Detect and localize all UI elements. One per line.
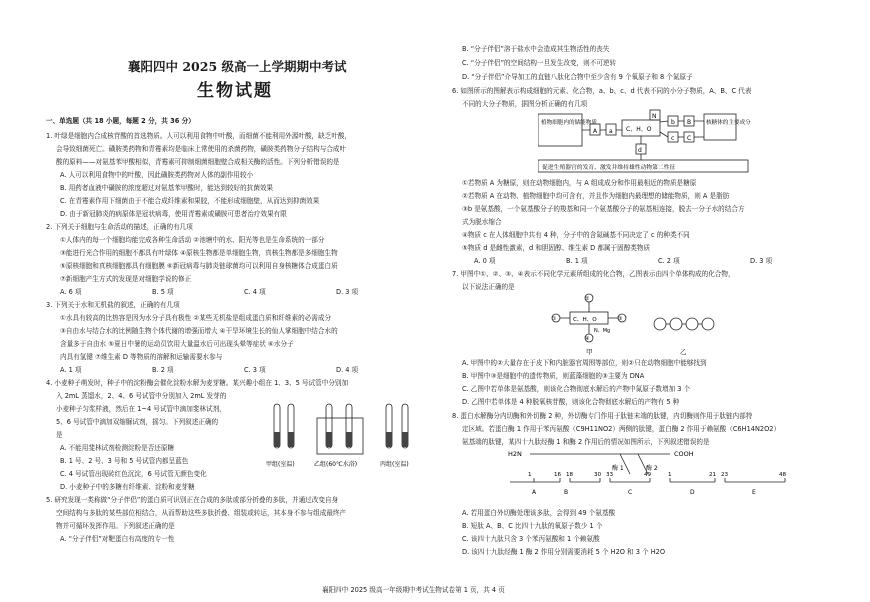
q4-stem-3: 小麦种子匀浆样液，然后在 1~4 号试管中滴加斐林试剂， — [56, 405, 226, 413]
segment-D: D — [690, 489, 695, 496]
q6-option-c: C. 2 项 — [658, 257, 680, 265]
residue-number: 23 — [721, 472, 729, 478]
tube-label-2: 乙组(60℃水浴) — [314, 461, 358, 468]
q7-option-b: B. 甲图中③是细胞中的遗传物质，则蓝藻细胞的③主要为 DNA — [462, 372, 645, 380]
q4-test-tube-figure — [262, 398, 432, 473]
q2-item-3: ⑤原核细胞和真核细胞都具有细胞膜 ⑥新冠病毒与肺炎链球菌均可以利用自身核糖体合成蛋白质 — [60, 262, 338, 270]
q4-option-b: B. 1 号、2 号、3 号和 5 号试管内都呈蓝色 — [60, 457, 189, 465]
q4-stem-4: 5、6 号试管中滴加双缩脲试剂，摇匀。下列叙述正确的 — [56, 418, 219, 426]
q4-stem-5: 是 — [56, 431, 63, 439]
q6-item-5: ⑤物质 d 是雌性激素，d 和胆固醇、维生素 D 都属于固醇类物质 — [462, 244, 651, 252]
node-elements: C、H、O — [626, 126, 652, 133]
amino-terminus: H2N — [508, 450, 522, 458]
q1-stem-1: 1. 叶绿是细胞内合成核苷酸的首选物质。人可以利用食物中叶酸，而细菌不能利用外源叶酸，缺乏叶酸， — [46, 132, 352, 140]
q3-option-b: B. 2 项 — [152, 366, 174, 374]
tube-label-3: 丙组(室温) — [380, 461, 409, 468]
q5-stem-2: 空间结构与多肽的某些部位相结合，从而帮助这些多肽折叠、组装或转运，其本身不参与组成最终产 — [56, 509, 347, 517]
node-a: a — [609, 128, 613, 135]
q8-option-d: D. 该四十九肽经酶 1 酶 2 作用分别需要消耗 5 个 H2O 和 3 个 H2O — [462, 548, 666, 556]
q4-option-c: C. 4 号试管出现砖红色沉淀，6 号试管无颜色变化 — [60, 470, 207, 478]
q1-option-b: B. 用药者血液中磺胺的浓度超过对氨基苯甲酸时，能达到较好的抗菌效果 — [60, 184, 274, 192]
q8-stem-1: 8. 蛋白水解酶分内切酶和外切酶 2 种，外切酶专门作用于肽链末端的肽键，内切酶则作用于肽链内部特 — [452, 412, 753, 420]
q2-option-c: C. 4 项 — [244, 288, 266, 296]
residue-number: 30 — [594, 472, 602, 478]
q4-option-d: D. 小麦种子中的多糖有纤维素、淀粉和麦芽糖 — [60, 483, 195, 491]
water-bath — [317, 404, 363, 454]
q7-stem-1: 7. 甲图中①、②、③、④表示不同化学元素所组成的化合物，乙图表示由四个单体构成的化合物， — [452, 270, 735, 278]
q3-stem: 3. 下列关于水和无机盐的叙述，正确的有几项 — [46, 301, 180, 309]
exam-title: 襄阳四中 2025 级高一上学期期中考试 — [128, 59, 347, 74]
q3-item-2: ③自由水与结合水的比例随生物个体代谢的增强而增大 ④干旱环境生长的仙人掌细胞中结合水的 — [60, 327, 338, 335]
diagram-storage-label: 植物细胞内的储能物质 — [541, 120, 597, 126]
figure-label-yi: 乙 — [680, 348, 687, 356]
residue-number: 49 — [644, 472, 652, 478]
q6-stem-1: 6. 如图所示的图解表示构成细胞的元素、化合物，a、b、c、d 代表不同的小分子物质，A、B、C 代表 — [452, 87, 752, 95]
compound-1: ① — [552, 316, 557, 322]
q8-stem-2: 定区域。若蛋白酶 1 作用于苯丙氨酸（C9H11NO2）两侧的肽键，蛋白酶 2 作用于赖氨酸（C6H14N2O2） — [462, 425, 781, 433]
q3-item-1: ①水具有较高的比热容是因为水分子具有极性 ②某些无机盐是组成蛋白质和纤维素的必需成分 — [60, 314, 332, 322]
center-elements: C、H、O — [573, 317, 597, 323]
exam-subject: 生物试题 — [197, 81, 273, 101]
q3-item-3: 含量多于自由水 ⑤夏日中暑的运动员饮用大量温水后可出现头晕等症状 ⑥水分子 — [60, 340, 294, 348]
residue-number: 18 — [566, 472, 574, 478]
q1-option-a: A. 人可以利用食物中的叶酸，因此磺胺类药物对人体的副作用较小 — [60, 171, 254, 179]
q1-option-c: C. 在青霉素作用下细菌由于不能合成纤维素和果胶，不能形成细胞壁，从而达到抑菌效果 — [60, 197, 320, 205]
q7-option-d: D. 乙图中若单体是 4 种脱氧核苷酸，则该化合物彻底水解后的产物有 5 种 — [462, 398, 680, 406]
tube-label-1: 甲组(室温) — [266, 461, 295, 468]
q6-item-3: ③b 是氨基酸，一个氨基酸分子的羧基和同一个氨基酸分子的氨基相连接，脱去一分子水的结合方 — [462, 205, 745, 213]
q2-stem: 2. 下列关于细胞与生命活动的描述，正确的有几项 — [46, 223, 193, 231]
compound-3: ③ — [618, 316, 623, 322]
q5-option-c: C. “分子伴侣”的空间结构一旦发生改变，则不可逆转 — [462, 59, 617, 67]
node-d: d — [638, 147, 642, 154]
segment-B: B — [564, 489, 569, 496]
q6-stem-2: 不同的大分子物质，据图分析正确的有几项 — [462, 100, 588, 108]
carboxyl-terminus: COOH — [674, 450, 694, 458]
q2-option-d: D. 3 项 — [336, 288, 359, 296]
q6-option-a: A. 0 项 — [474, 257, 496, 265]
residue-number: 1 — [668, 472, 672, 478]
q8-peptide-figure — [500, 446, 800, 502]
residue-number: 33 — [606, 472, 614, 478]
q5-option-d: D. “分子伴侣”介导加工的直链八肽化合物中至少含有 9 个氧原子和 8 个氮原子 — [462, 73, 693, 81]
q7-stem-2: 以下说法正确的是 — [462, 283, 515, 291]
q5-option-a: A. “分子伴侣”对靶蛋白有高度的专一性 — [60, 535, 175, 543]
page-footer: 襄阳四中 2025 级高一年级期中考试生物试卷第 1 页，共 4 页 — [322, 586, 505, 594]
q4-stem-2: 入 2mL 蒸馏水，2、4、6 号试管中分别加入 2mL 发芽的 — [56, 392, 227, 400]
q6-item-3b: 式为脱水缩合 — [462, 218, 502, 226]
q2-item-1: ①人体内的每一个细胞均能完成各种生命活动 ②池塘中的水、阳光等也是生命系统的一部分 — [60, 236, 325, 244]
q6-item-4: ④物质 c 在人体细胞中共有 4 种，分子中的含氮碱基不同决定了 c 的种类不同 — [462, 231, 690, 239]
q2-option-a: A. 6 项 — [60, 288, 82, 296]
compound-2: ② — [585, 296, 590, 302]
q1-stem-3: 酸的原料——对氨基苯甲酸相似，青霉素可抑制细菌细胞壁合成相关酶的活性。下列分析错误的是 — [56, 158, 340, 166]
q2-option-b: B. 5 项 — [152, 288, 174, 296]
q6-item-2: ②若物质 A 在动物、植物细胞中均可含有，并且作为细胞内最理想的储能物质，则 A 是脂肪 — [462, 192, 730, 200]
q5-option-b: B. “分子伴侣”溶于盐水中会造成其生物活性的丧失 — [462, 45, 610, 53]
figure-label-jia: 甲 — [586, 348, 593, 356]
q8-stem-3: 氨基端的肽键，某四十九肽经酶 1 和酶 2 作用后的情况如图所示，下列叙述错误的是 — [462, 438, 710, 446]
q8-option-c: C. 该四十九肽只含 3 个苯丙氨酸和 1 个赖氨酸 — [462, 535, 600, 543]
segment-C: C — [628, 489, 633, 496]
q3-option-a: A. 1 项 — [60, 366, 82, 374]
q6-item-1: ①若物质 A 为糖原，则在动物细胞内，与 A 组成成分和作用最相近的物质是糖原 — [462, 179, 697, 187]
node-c: c — [671, 135, 675, 142]
residue-number: 1 — [528, 472, 532, 478]
hormone-function-label: 促进生殖器官的发育、激发并维持雄性动物第二性征 — [542, 165, 676, 171]
q4-option-a: A. 不能用斐林试剂检测淀粉是否还原糖 — [60, 444, 175, 452]
element-n-mg: N、Mg — [594, 328, 611, 334]
segment-A: A — [532, 489, 537, 496]
q6-option-d: D. 3 项 — [750, 257, 773, 265]
q7-option-a: A. 甲图中的②大量存在于皮下和内脏器官周围等部位，则②只在动物细胞中能够找到 — [462, 359, 707, 367]
node-A: A — [593, 128, 598, 135]
q8-option-b: B. 短肽 A、B、C 比四十九肽的氧原子数少 1 个 — [462, 522, 603, 530]
q3-item-4: 内具有氢键 ⑦维生素 D 等物质的溶解和运输需要水参与 — [60, 353, 223, 361]
q4-stem-1: 4. 小麦种子萌发时，种子中的淀粉酶会催化淀粉水解为麦芽糖。某兴趣小组在 1、3、5 号试管中分别加 — [46, 379, 349, 387]
q7-option-c: C. 乙图中若单体是氨基酸，则该化合物彻底水解后的产物中氮原子数增加 3 个 — [462, 385, 691, 393]
compound-4: ④ — [585, 336, 590, 342]
q5-stem-3: 物并可循环发挥作用。下列叙述正确的是 — [56, 522, 175, 530]
q3-option-d: D. 4 项 — [336, 366, 359, 374]
residue-number: 48 — [779, 472, 787, 478]
enzyme-1-label: 酶 1 — [612, 465, 624, 472]
enzyme-2-label: 酶 2 — [646, 465, 658, 472]
q1-option-d: D. 由于新冠肺炎的病原体是冠状病毒，使用青霉素或磺胺可患者治疗效果有限 — [60, 210, 287, 218]
q7-compound-figure — [548, 290, 748, 358]
node-C: C — [687, 135, 692, 142]
segment-E: E — [752, 489, 756, 496]
node-N: N — [652, 113, 657, 120]
ribosome-label: 核糖体的主要成分 — [706, 120, 751, 126]
q1-stem-2: 会导致细菌死亡。磺胺类药物和青霉素均是临床上常使用的杀菌药物，磺胺类药物分子结构与合成叶 — [56, 145, 347, 153]
q2-item-2: ③能进行光合作用的细胞不都具有叶绿体 ④原核生物都是单细胞生物，真核生物都是多细胞生物 — [60, 249, 338, 257]
section-heading: 一、单选题（共 18 小题，每题 2 分，共 36 分） — [46, 117, 195, 125]
q6-option-b: B. 1 项 — [566, 257, 588, 265]
q2-item-4: ⑦新细胞产生方式的发现是对细胞学说的修正 — [60, 275, 192, 283]
q3-option-c: C. 3 项 — [244, 366, 266, 374]
residue-number: 16 — [554, 472, 562, 478]
q5-stem-1: 5. 研究发现一类称做“分子伴侣”的蛋白质可识别正在合成的多肽或部分折叠的多肽，并通过改变自身 — [46, 496, 339, 504]
node-B: B — [687, 119, 692, 126]
q6-compound-diagram — [538, 108, 808, 176]
node-b: b — [671, 119, 675, 126]
q8-option-a: A. 若用蛋白外切酶处理该多肽，会得到 49 个氨基酸 — [462, 509, 616, 517]
residue-number: 21 — [709, 472, 717, 478]
